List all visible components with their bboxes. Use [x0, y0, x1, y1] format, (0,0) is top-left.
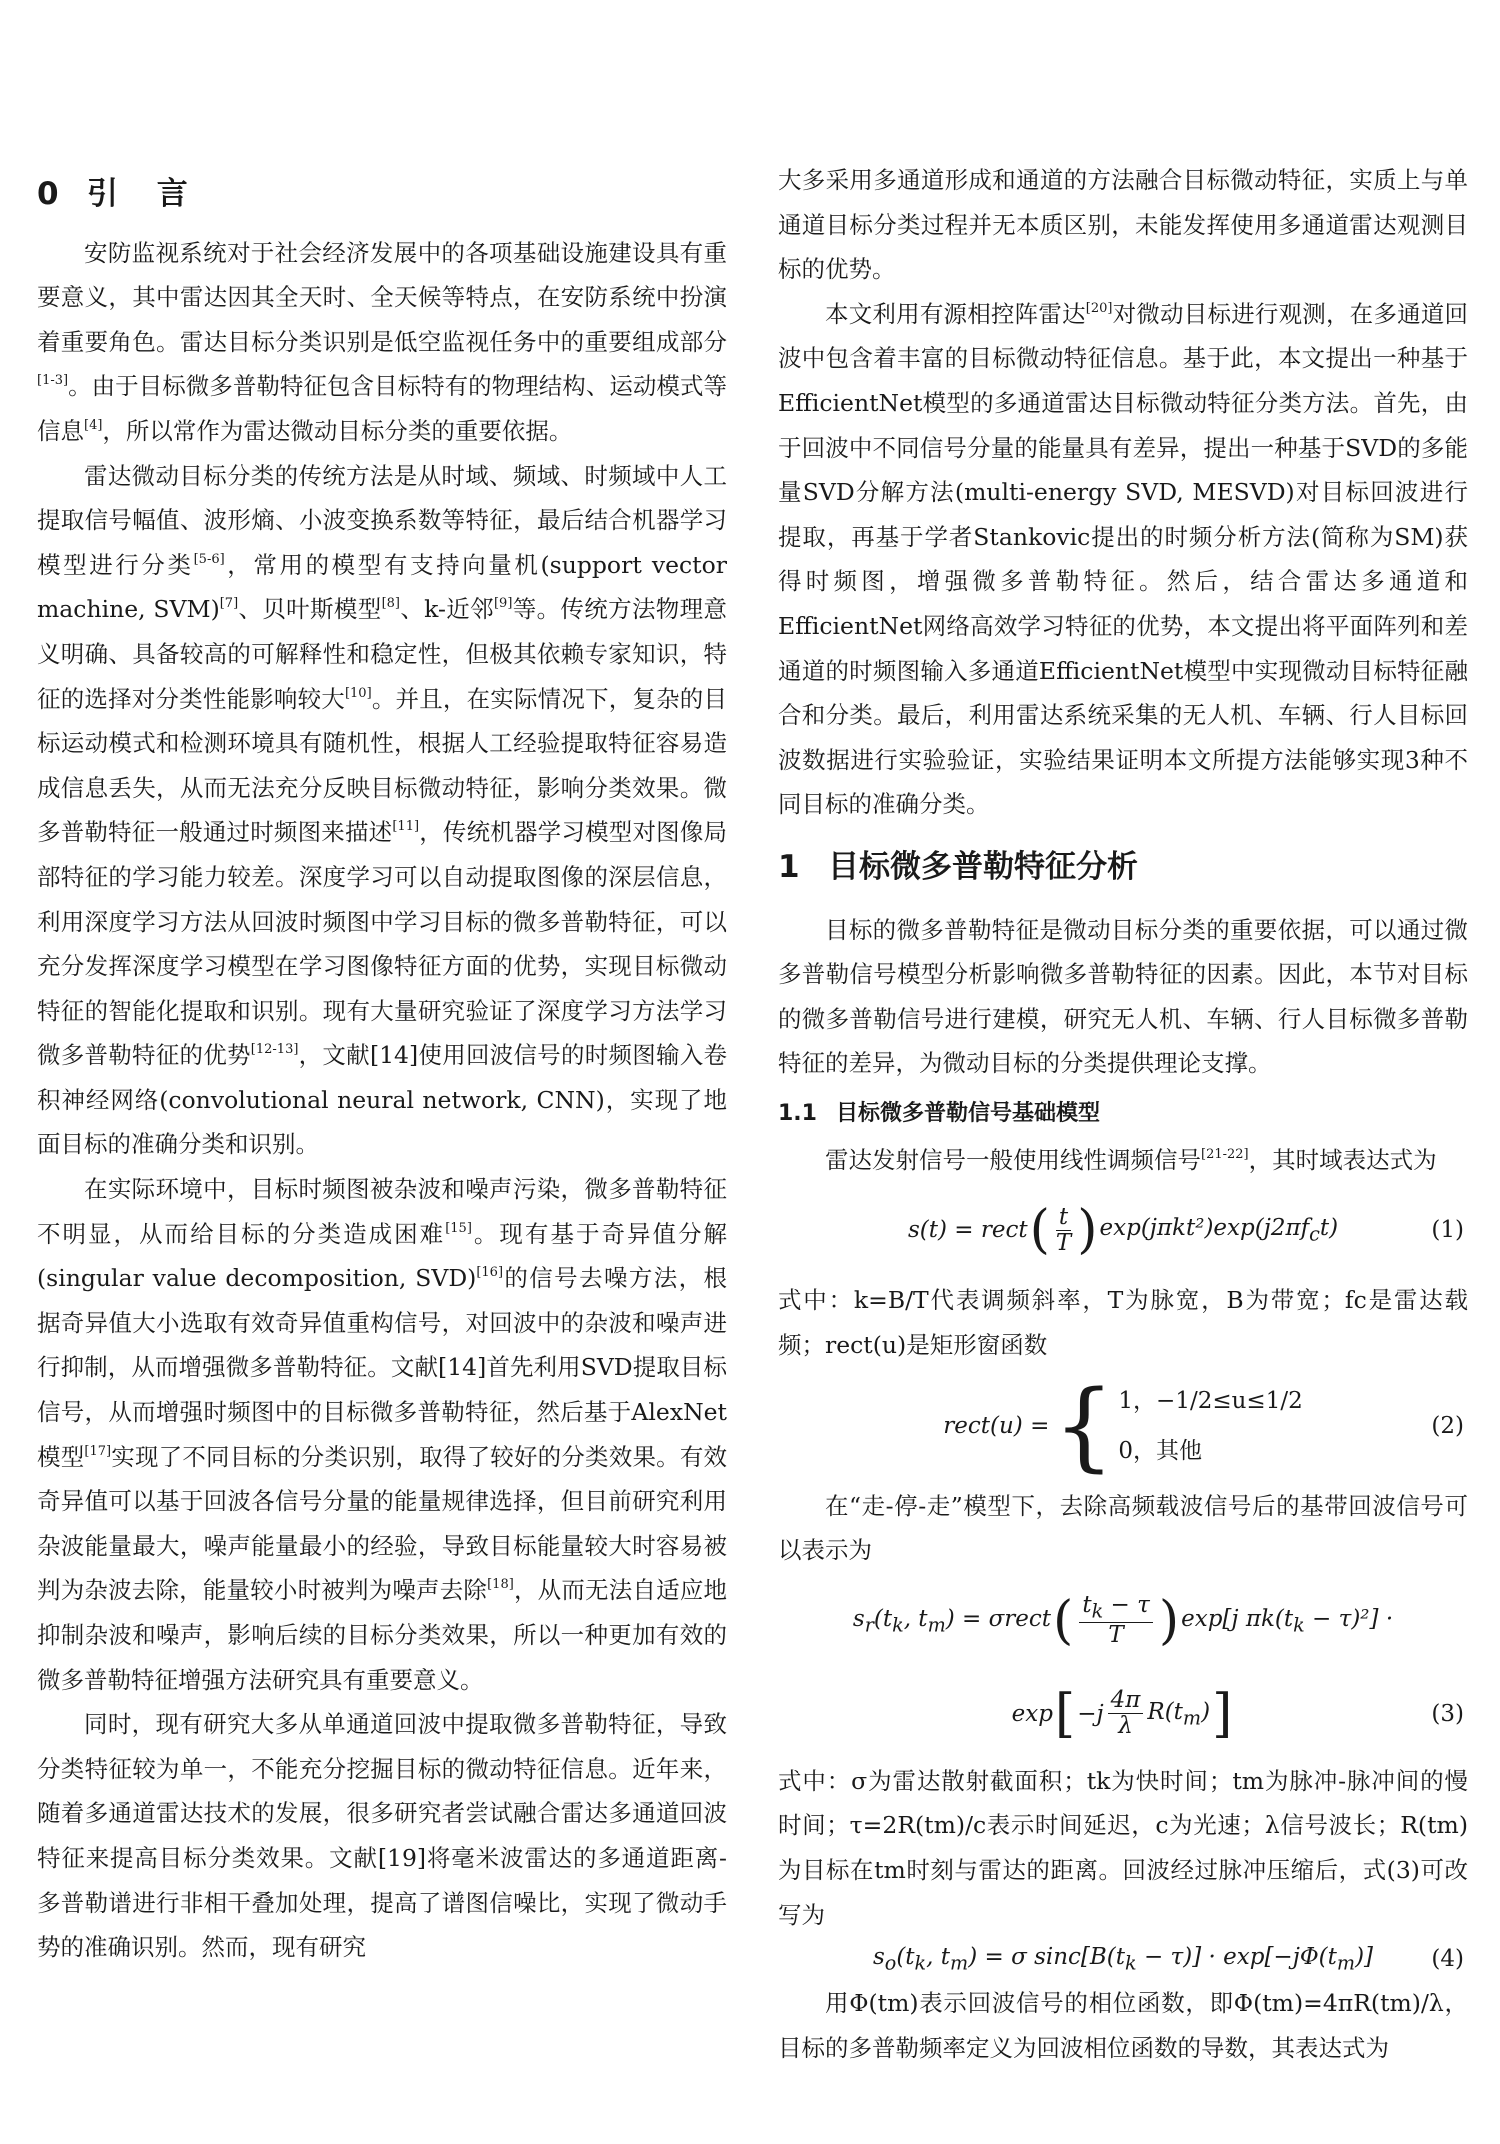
- left-column: [37, 158, 727, 1970]
- subsection-title: 目标微多普勒信号基础模型: [836, 1100, 1101, 1126]
- section-title: 引 言: [87, 176, 202, 212]
- equation-case-2: 0，其他: [1118, 1437, 1203, 1464]
- equation-number: (4): [1431, 1946, 1464, 1973]
- section-number: 1: [778, 848, 800, 885]
- citation: [9]: [493, 596, 513, 612]
- equation-4: $s_o(t_k$, $t_m) = \sigma$ $\sin c[B(t_k - \tau)] \cdot \exp[-j\Phi(t_m)]$ (4): [872, 1943, 1464, 1975]
- citation: [5-6]: [193, 551, 225, 567]
- paragraph-4: 同时，现有研究大多从单通道回波中提取微多普勒特征，导致分类特征较为单一，不能充分挖掘目标的微动特征信息。近年来，随着多通道雷达技术的发展，很多研究者尝试融合雷达多通道回波特征来提高目标分类效果。文献[19]将毫米波雷达的多通道距离-多普勒谱进行非相干叠加处理，提高了谱图信噪比，实现了微动手势的准确识别。然而，现有研究: [37, 1710, 727, 1962]
- citation: [12-13]: [250, 1042, 299, 1058]
- citation: [18]: [487, 1577, 514, 1593]
- subsection-heading-1-1: [778, 1094, 1468, 1134]
- paragraph-6: 本文利用有源相控阵雷达[20]对微动目标进行观测，在多通道回波中包含着丰富的目标微动特征信息。基于此，本文提出一种基于EfficientNet模型的多通道雷达目标微动特征分类方法。首先，由于回波中不同信号分量的能量具有差异，提出一种基于SVD的多能量SVD分解方法(multi-energy SVD, MESVD)对目标回波进行提取，再基于学者Stankovic提出的时频分析方法(简称为SM)获得时频图，增强微多普勒特征。然后，结合雷达多通道和EfficientNet网络高效学习特征的优势，本文提出将平面阵列和差通道的时频图输入多通道EfficientNet模型中实现微动目标特征融合和分类。最后，利用雷达系统采集的无人机、车辆、行人目标回波数据进行实验验证，实验结果证明本文所提方法能够实现3种不同目标的准确分类。: [778, 299, 1469, 819]
- right-column: [778, 158, 1468, 2070]
- paragraph-11: 式中：σ为雷达散射截面积；tk为快时间；tm为脉冲-脉冲间的慢时间；τ=2R(tm)/c表示时间延迟，c为光速；λ信号波长；R(tm)为目标在tm时刻与雷达的距离。回波经过脉冲压缩后，式(3)可改写为: [778, 1766, 1468, 1929]
- equation-3-line-1: $s_r(t_k$, $t_m$) = σrect ( $\frac{t_k - \tau}{T}$ ) exp[j $\pi k(t_k - \tau)^2$] ·: [852, 1590, 1394, 1651]
- citation: [7]: [219, 596, 239, 612]
- paragraph-9: 式中：k=B/T代表调频斜率，T为脉宽，B为带宽；fc是雷达载频；rect(u)是矩形窗函数: [778, 1286, 1468, 1360]
- section-number: 0: [37, 176, 73, 212]
- section-heading-1: [778, 845, 1468, 890]
- subsection-number: 1.1: [778, 1100, 817, 1126]
- citation: [4]: [84, 417, 103, 433]
- paragraph-12: 用Φ(tm)表示回波信号的相位函数，即Φ(tm)=4πR(tm)/λ，目标的多普勒频率定义为回波相位函数的导数，其表达式为: [778, 1989, 1468, 2062]
- citation: [8]: [381, 596, 400, 612]
- citation: [21-22]: [1201, 1146, 1249, 1162]
- section-heading-intro: [37, 172, 727, 217]
- paragraph-10: 在“走-停-走”模型下，去除高频载波信号后的基带回波信号可以表示为: [778, 1491, 1468, 1565]
- equation-number: (1): [1431, 1217, 1464, 1244]
- paragraph-1: 安防监视系统对于社会经济发展中的各项基础设施建设具有重要意义，其中雷达因其全天时、全天候等特点，在安防系统中扮演着重要角色。雷达目标分类识别是低空监视任务中的重要组成部分[1-3]。由于目标微多普勒特征包含目标特有的物理结构、运动模式等信息[4]，所以常作为雷达微动目标分类的重要依据。: [37, 238, 727, 445]
- equation-case-1: 1，−1/2≤u≤1/2: [1118, 1387, 1303, 1414]
- paragraph-8: 雷达发射信号一般使用线性调频信号[21-22]，其时域表达式为: [825, 1145, 1437, 1174]
- citation: [20]: [1085, 300, 1113, 316]
- paragraph-7: 目标的微多普勒特征是微动目标分类的重要依据，可以通过微多普勒信号模型分析影响微多普勒特征的因素。因此，本节对目标的微多普勒信号进行建模，研究无人机、车辆、行人目标微多普勒特征的差异，为微动目标的分类提供理论支撑。: [778, 915, 1468, 1078]
- citation: [16]: [476, 1265, 504, 1281]
- equation-2: rect(u) = { 1，−1/2≤u≤1/2 0，其他 (2): [943, 1369, 1464, 1482]
- equation-number: (3): [1431, 1700, 1464, 1727]
- equation-1: s(t) = rect ( $\frac{t}{T}$ ) $\exp(j\pi kt^2)\exp(j2\pi f_ct)$ (1): [907, 1200, 1464, 1261]
- citation: [1-3]: [37, 373, 69, 389]
- paragraph-3: 在实际环境中，目标时频图被杂波和噪声污染，微多普勒特征不明显，从而给目标的分类造成困难[15]。现有基于奇异值分解(singular value decomposition, SVD)[16]的信号去噪方法，根据奇异值大小选取有效奇异值重构信号，对回波中的杂波和噪声进行抑制，从而增强微多普勒特征。文献[14]首先利用SVD提取目标信号，从而增强时频图中的目标微多普勒特征，然后基于AlexNet模型[17]实现了不同目标的分类识别，取得了较好的分类效果。有效奇异值可以基于回波各信号分量的能量规律选择，但目前研究利用杂波能量最大，噪声能量最小的经验，导致目标能量较大时容易被判为杂波去除，能量较小时被判为噪声去除[18]，从而无法自适应地抑制杂波和噪声，影响后续的目标分类效果，所以一种更加有效的微多普勒特征增强方法研究具有重要意义。: [37, 1175, 728, 1694]
- equation-3-line-2: exp [ −j $\frac{4\pi}{\lambda}$ $R(t_m)$ ] (3): [1011, 1683, 1464, 1744]
- citation: [17]: [84, 1443, 112, 1459]
- section-title: 目标微多普勒特征分析: [828, 848, 1138, 885]
- equation-number: (2): [1431, 1412, 1464, 1439]
- citation: [11]: [392, 819, 420, 835]
- citation: [15]: [445, 1220, 472, 1236]
- citation: [10]: [344, 685, 372, 701]
- paragraph-2: 雷达微动目标分类的传统方法是从时域、频域、时频域中人工提取信号幅值、波形熵、小波变换系数等特征，最后结合机器学习模型进行分类[5-6]，常用的模型有支持向量机(support vector machine, SVM)[7]、贝叶斯模型[8]、k-近邻[9]等。传统方法物理意义明确、具备较高的可解释性和稳定性，但极其依赖专家知识，特征的选择对分类性能影响较大[10]。并且，在实际情况下，复杂的目标运动模式和检测环境具有随机性，根据人工经验提取特征容易造成信息丢失，从而无法充分反映目标微动特征，影响分类效果。微多普勒特征一般通过时频图来描述[11]，传统机器学习模型对图像局部特征的学习能力较差。深度学习可以自动提取图像的深层信息，利用深度学习方法从回波时频图中学习目标的微多普勒特征，可以充分发挥深度学习模型在学习图像特征方面的优势，实现目标微动特征的智能化提取和识别。现有大量研究验证了深度学习方法学习微多普勒特征的优势[12-13]，文献[14]使用回波信号的时频图输入卷积神经网络(convolutional neural network, CNN)，实现了地面目标的准确分类和识别。: [37, 461, 728, 1159]
- paragraph-5: 大多采用多通道形成和通道的方法融合目标微动特征，实质上与单通道目标分类过程并无本质区别，未能发挥使用多通道雷达观测目标的优势。: [778, 166, 1468, 284]
